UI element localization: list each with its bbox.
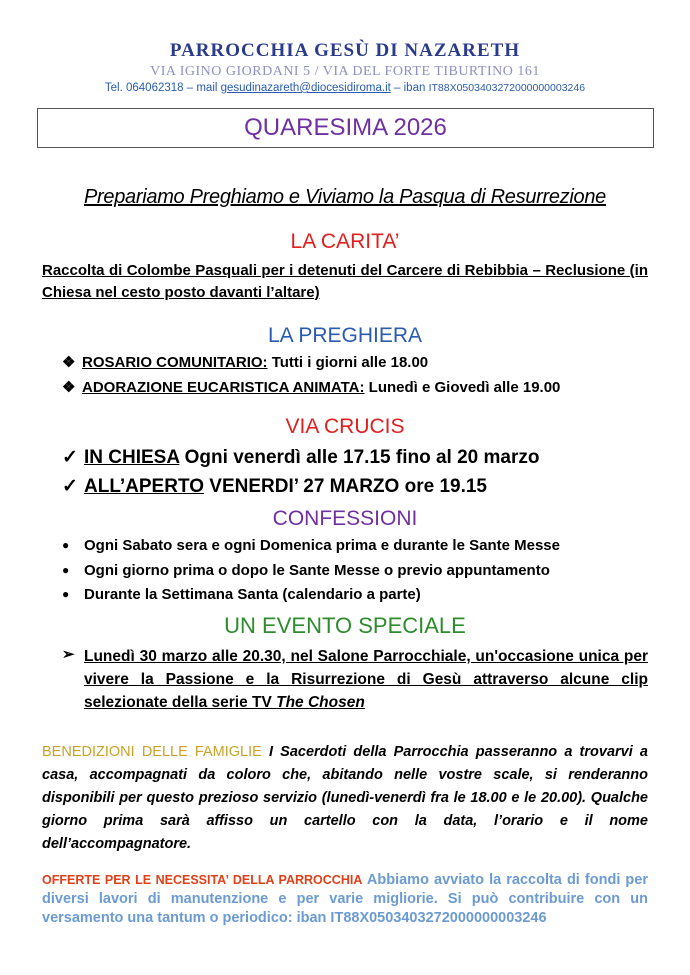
list-item: ❖ ADORAZIONE EUCARISTICA ANIMATA: Lunedì e Giovedì alle 19.00	[62, 379, 561, 396]
page-title: QUARESIMA 2026	[244, 114, 447, 141]
list-item: ● Ogni giorno prima o dopo le Sante Messe o previo appuntamento	[62, 562, 550, 579]
telephone: Tel. 064062318 – mail	[104, 82, 221, 94]
email-link[interactable]: gesudinazareth@diocesidiroma.it	[220, 82, 391, 94]
bullet-icon: ●	[62, 563, 70, 577]
via-crucis-heading: VIA CRUCIS	[285, 415, 405, 438]
offerte-paragraph: OFFERTE PER LE NECESSITA’ DELLA PARROCCHIA Abbiamo avviato la raccolta di fondi per diversi lavori di manutenzione e per varie migliorie. Si può contribuire con un versamento una tantum o periodico: iban IT88X0503403272000000003246	[42, 872, 648, 926]
evento-heading: UN EVENTO SPECIALE	[224, 613, 466, 638]
offerte-lead: OFFERTE PER LE NECESSITA’ DELLA PARROCCHIA	[42, 873, 363, 887]
parish-header	[0, 40, 690, 94]
title-box	[37, 108, 654, 148]
arrow-bullet-icon: ➢	[62, 646, 75, 663]
contact-line	[0, 82, 690, 94]
show-title: The Chosen	[276, 694, 365, 711]
bullet-icon: ●	[62, 587, 70, 601]
iban-prefix: – iban	[390, 82, 429, 94]
carita-text: Raccolta di Colombe Pasquali per i detenuti del Carcere di Rebibbia – Reclusione (in Chiesa nel cesto posto davanti l’altare)	[42, 262, 648, 301]
list-item: ✓ IN CHIESA Ogni venerdì alle 17.15 fino al 20 marzo	[62, 447, 540, 468]
diamond-bullet-icon: ❖	[62, 354, 76, 371]
benedizioni-lead: BENEDIZIONI DELLE FAMIGLIE	[42, 744, 262, 760]
check-icon: ✓	[62, 476, 78, 497]
confessioni-heading: CONFESSIONI	[272, 507, 418, 530]
benedizioni-paragraph: BENEDIZIONI DELLE FAMIGLIE I Sacerdoti della Parrocchia passeranno a trovarvi a casa, accompagnati da coloro che, abitando nelle vostre scale, si renderanno disponibili per questo prezioso servizio (lunedì-venerdì fra le 18.00 e le 20.00). Qualche giorno prima sarà affisso un cartello con la data, l’orario e il nome dell’accompagnatore.	[42, 744, 648, 852]
list-item: ● Durante la Settimana Santa (calendario a parte)	[62, 586, 421, 603]
diamond-bullet-icon: ❖	[62, 379, 76, 396]
preghiera-heading: LA PREGHIERA	[267, 324, 423, 347]
parish-address: VIA IGINO GIORDANI 5 / VIA DEL FORTE TIBURTINO 161	[150, 64, 540, 79]
parish-name: PARROCCHIA GESÙ DI NAZARETH	[169, 40, 521, 61]
check-icon: ✓	[62, 447, 78, 468]
list-item: ● Ogni Sabato sera e ogni Domenica prima e durante le Sante Messe	[62, 537, 560, 554]
carita-heading: LA CARITA’	[290, 230, 400, 253]
evento-text: Lunedì 30 marzo alle 20.30, nel Salone Parrocchiale, un'occasione unica per vivere la Passione e la Risurrezione di Gesù attraverso alcune clip selezionate della serie TV The Chosen	[84, 648, 648, 711]
list-item: ✓ ALL’APERTO VENERDI’ 27 MARZO ore 19.15	[62, 476, 487, 497]
iban-value: IT88X0503403272000000003246	[428, 82, 586, 94]
bullet-icon: ●	[62, 538, 70, 552]
list-item: ❖ ROSARIO COMUNITARIO: Tutti i giorni alle 18.00	[62, 354, 429, 371]
subtitle: Prepariamo Preghiamo e Viviamo la Pasqua di Resurrezione	[84, 186, 606, 208]
